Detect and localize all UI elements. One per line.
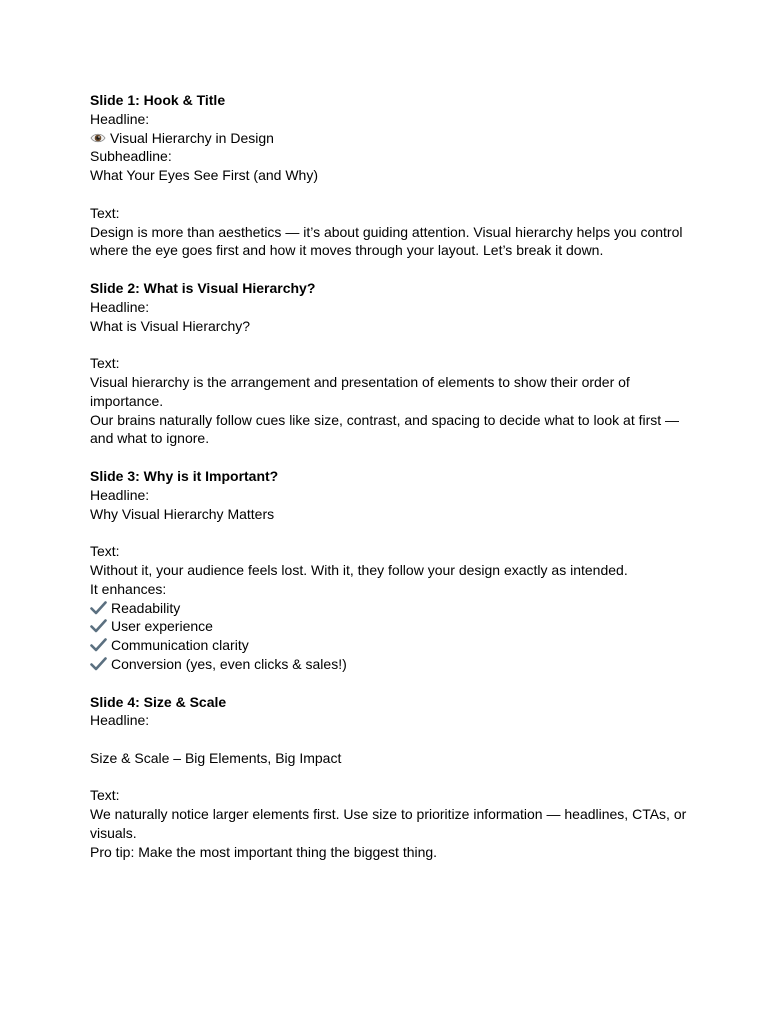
slide-1-headline: Visual Hierarchy in Design [110, 129, 274, 146]
checklist-item-label: Communication clarity [111, 637, 249, 654]
slide-1-subheadline-label: Subheadline: [90, 148, 172, 165]
checklist-item-label: Conversion (yes, even clicks & sales!) [111, 655, 347, 672]
document-page [90, 91, 690, 862]
slide-4-text-1: We naturally notice larger elements first. Use size to prioritize information — headlines, CTAs, or visuals. [90, 806, 687, 842]
spacer [90, 448, 690, 467]
slide-1-headline-label: Headline: [90, 110, 150, 127]
slide-3-headline: Why Visual Hierarchy Matters [90, 505, 275, 522]
slide-3-text-2: It enhances: [90, 580, 167, 597]
spacer [90, 185, 690, 204]
slide-2-text-label: Text: [90, 355, 120, 372]
check-mark-icon [90, 657, 107, 671]
slide-2-heading: Slide 2: What is Visual Hierarchy? [90, 279, 316, 296]
slide-1-text-label: Text: [90, 204, 120, 221]
spacer [90, 768, 690, 787]
slide-3-text-1: Without it, your audience feels lost. With it, they follow your design exactly as intended. [90, 561, 628, 578]
slide-4-headline-label: Headline: [90, 712, 150, 729]
checklist-item-label: Readability [111, 599, 181, 616]
check-mark-icon [90, 638, 107, 652]
slide-4-text-2: Pro tip: Make the most important thing the biggest thing. [90, 843, 438, 860]
slide-1-headline-line [90, 129, 690, 148]
eye-icon [90, 132, 106, 144]
slide-2-headline: What is Visual Hierarchy? [90, 317, 251, 334]
slide-3-heading: Slide 3: Why is it Important? [90, 467, 279, 484]
slide-3-headline-label: Headline: [90, 486, 150, 503]
slide-2-text-2: Our brains naturally follow cues like size, contrast, and spacing to decide what to look at first — and what to ignore. [90, 411, 680, 447]
slide-3-text-label: Text: [90, 543, 120, 560]
spacer [90, 335, 690, 354]
spacer [90, 674, 690, 693]
check-mark-icon [90, 619, 107, 633]
slide-1-heading: Slide 1: Hook & Title [90, 92, 226, 108]
slide-2-text-1: Visual hierarchy is the arrangement and presentation of elements to show their order of importance. [90, 373, 630, 409]
checklist-item [90, 636, 690, 655]
slide-2-headline-label: Headline: [90, 298, 150, 315]
spacer [90, 523, 690, 542]
slide-4-text-label: Text: [90, 787, 120, 804]
check-mark-icon [90, 601, 107, 615]
checklist-item [90, 599, 690, 618]
spacer [90, 730, 690, 749]
slide-1-text: Design is more than aesthetics — it’s about guiding attention. Visual hierarchy helps you control where the eye goes first and how it moves through your layout. Let’s break it down. [90, 223, 683, 259]
checklist-item-label: User experience [111, 618, 213, 635]
slide-4-heading: Slide 4: Size & Scale [90, 693, 227, 710]
checklist-item [90, 617, 690, 636]
slide-1-subheadline: What Your Eyes See First (and Why) [90, 167, 318, 184]
checklist-item [90, 655, 690, 674]
slide-4-headline: Size & Scale – Big Elements, Big Impact [90, 749, 342, 766]
spacer [90, 260, 690, 279]
